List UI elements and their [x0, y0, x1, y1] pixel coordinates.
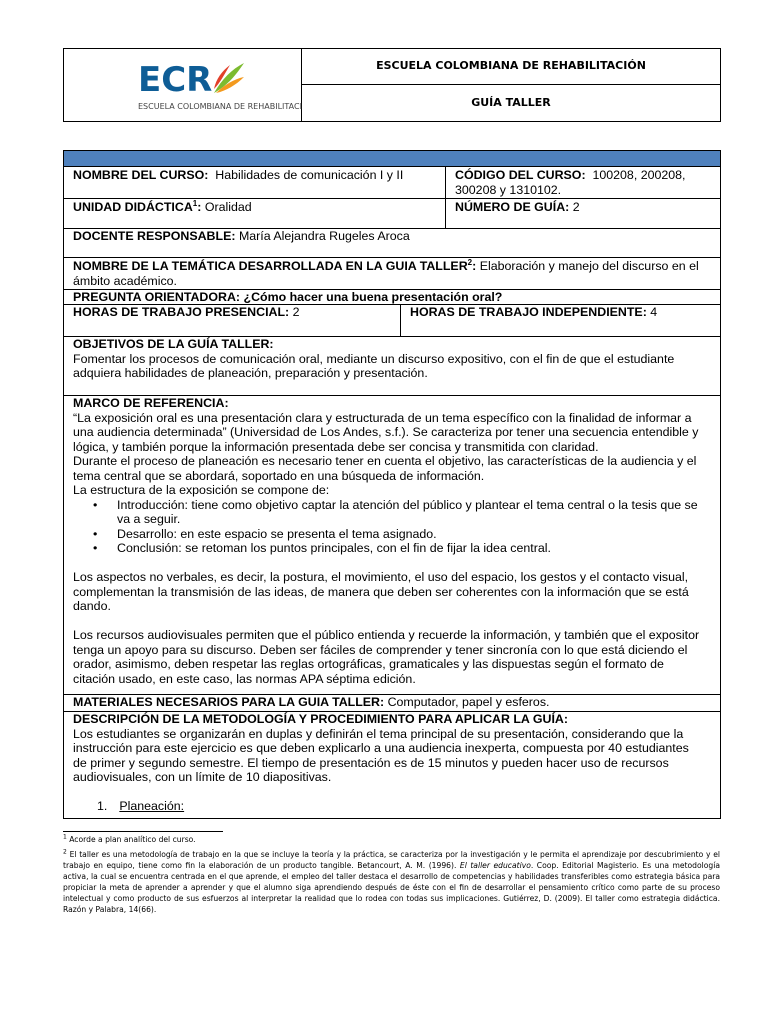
footnote-2-marker: 2: [63, 848, 67, 856]
framework-p4-line: complementan la transmisión de las ideas, de manera que deben ser coherentes con la información que se está: [73, 584, 689, 599]
list-item: • Desarrollo: en este espacio se presenta el tema asignado.: [73, 527, 711, 542]
framework-p5-line: Los recursos audiovisuales permiten que el público entienda y recuerde la información, y también que el expositor: [73, 628, 700, 642]
course-code-value-cont: 300208 y 1310102.: [455, 182, 562, 197]
unit-label: UNIDAD DIDÁCTICA$^1$:: [73, 200, 202, 214]
footnote-2: [63, 849, 720, 916]
footnote-1-marker: 1: [63, 833, 67, 841]
guide-number-value: 2: [572, 200, 580, 214]
framework-p1-line: una audiencia determinada” (Universidad de Los Andes, s.f.). Se caracteriza por tener una secuencia entendible y: [73, 425, 699, 439]
materials-cell: [64, 695, 720, 710]
header-doctype-row: [302, 85, 720, 121]
document-header: [63, 48, 721, 122]
unit-value: Oralidad: [204, 200, 252, 214]
unit-cell: [64, 200, 445, 215]
methodology-label: DESCRIPCIÓN DE LA METODOLOGÍA Y PROCEDIMIENTO PARA APLICAR LA GUÍA:: [73, 712, 568, 726]
framework-p4-line: Los aspectos no verbales, es decir, la postura, el movimiento, el uso del espacio, los gestos y el contacto visual,: [73, 570, 689, 584]
framework-label: MARCO DE REFERENCIA:: [73, 396, 229, 410]
ecr-logo-graphic: [64, 49, 302, 121]
framework-p2-line: Durante el proceso de planeación es necesario tener en cuenta el objetivo, las características de la audiencia y el: [73, 454, 697, 468]
hours-independent-value: 4: [650, 305, 658, 319]
guide-table: [63, 150, 721, 819]
question-value: ¿Cómo hacer una buena presentación oral?: [243, 290, 503, 304]
course-name-label: NOMBRE DEL CURSO:: [73, 168, 209, 182]
materials-label: MATERIALES NECESARIOS PARA LA GUIA TALLER:: [73, 695, 385, 709]
hours-presential-cell: [64, 305, 400, 320]
question-label: PREGUNTA ORIENTADORA:: [73, 290, 241, 304]
hours-presential-value: 2: [292, 305, 300, 319]
course-name-value: Habilidades de comunicación I y II: [215, 168, 404, 182]
methodology-line: Los estudiantes se organizarán en duplas y definirán el tema principal de su presentación, considerando que la: [73, 726, 684, 741]
teacher-value: María Alejandra Rugeles Aroca: [238, 229, 410, 243]
hours-independent-cell: [401, 305, 720, 320]
logo-wordmark: ECR: [138, 60, 213, 100]
methodology-line: de primer y segundo semestre. El tiempo de presentación es de 15 minutos y pueden hacer uso de recursos: [73, 755, 669, 770]
list-item: • Introducción: tiene como objetivo captar la atención del público y plantear el tema central o la tesis que se va a seguir.: [73, 498, 711, 527]
structure-list: [73, 498, 711, 556]
topic-value: Elaboración y manejo del discurso en el: [479, 259, 699, 273]
framework-p1-line: “La exposición oral es una presentación clara y estructurada de un tema específico con la finalidad de informar a: [73, 410, 692, 425]
guide-number-label: NÚMERO DE GUÍA:: [455, 200, 570, 214]
framework-cell: [64, 396, 720, 686]
teacher-label: DOCENTE RESPONSABLE:: [73, 229, 236, 243]
institution-name: ESCUELA COLOMBIANA DE REHABILITACIÓN: [376, 59, 646, 73]
document-type: GUÍA TALLER: [471, 95, 551, 109]
footnote-2-text-cont: . Coop. Editorial Magisterio. Es una metodología activa, la cual se encuentra centrada en el que aprende, el empleo del taller destaca el desarrollo de competencias y habilidades transferibles como estrategia básica para propiciar la meta de aprender a aprender y que el alumno siga aprendiendo después de éste con el fin de desarrollar el pensamiento crítico como parte de su proceso intelectual y como producto de sus esfuerzos al interpretar la realidad que lo rodea con todas sus implicaciones. Gutiérrez, D. (2009). El taller como estrategia didáctica. Razón y Palabra, 14(66).: [63, 861, 720, 915]
objectives-cell: [64, 337, 720, 381]
course-code-label: CÓDIGO DEL CURSO:: [455, 168, 586, 182]
course-name-cell: [64, 168, 445, 183]
objectives-text-cont: adquiera habilidades de planeación, preparación y presentación.: [73, 366, 428, 380]
framework-p5-line: orador, asimismo, deben respetar las reglas ortográficas, gramaticales y las dispuestas según el formato de: [73, 657, 664, 671]
objectives-text: Fomentar los procesos de comunicación oral, mediante un discurso expositivo, con el fin de que el estudiante: [73, 351, 675, 366]
table-header-band: [64, 151, 720, 167]
step-label: Planeación:: [119, 799, 185, 813]
topic-label: NOMBRE DE LA TEMÁTICA DESARROLLADA EN LA GUIA TALLER$^2$:: [73, 259, 477, 273]
topic-cell: [64, 259, 720, 288]
framework-p3: La estructura de la exposición se compone de:: [73, 483, 330, 497]
methodology-line: instrucción para este ejercicio es que deben explicarlo a una audiencia inexperta, compuesta por 40 estudiantes: [73, 741, 689, 755]
framework-p2-line: tema central que se abordará, soportado en una búsqueda de información.: [73, 468, 485, 483]
step-planeacion: [73, 799, 711, 814]
guide-number-cell: [446, 200, 720, 215]
framework-p5-line: citación usado, en este caso, las normas APA séptima edición.: [73, 671, 416, 686]
framework-p1-line: lógica, y también porque la información presentada debe ser concisa y transmitida con claridad.: [73, 439, 599, 454]
hours-independent-label: HORAS DE TRABAJO INDEPENDIENTE:: [410, 305, 647, 319]
topic-value-cont: ámbito académico.: [73, 273, 177, 288]
footnote-1-text: Acorde a plan analítico del curso.: [69, 835, 196, 844]
materials-value: Computador, papel y esferos.: [387, 695, 550, 709]
question-cell: [64, 290, 720, 305]
header-institution-row: [302, 49, 720, 85]
footnote-2-text: El taller es una metodología de trabajo en la que se incluye la teoría y la práctica, se caracteriza por la investigación y le permita el aprendizaje por descubrimiento y el trabajo en equipo, tiene como fin la elaboración de un producto tangible. Betancourt, A. M. (1996).: [63, 850, 720, 871]
list-item: • Conclusión: se retoman los puntos principales, con el fin de fijar la idea central.: [73, 541, 711, 556]
ecr-logo: [64, 49, 302, 121]
framework-p4-line: dando.: [73, 599, 111, 613]
footnote-2-book-title: El taller educativo: [459, 861, 531, 871]
step-number: 1.: [97, 799, 108, 813]
footnote-1: [63, 834, 720, 845]
hours-presential-label: HORAS DE TRABAJO PRESENCIAL:: [73, 305, 290, 319]
methodology-line: audiovisuales, con un límite de 10 diapositivas.: [73, 770, 332, 784]
objectives-label: OBJETIVOS DE LA GUÍA TALLER:: [73, 337, 274, 351]
logo-tagline: ESCUELA COLOMBIANA DE REHABILITACIÓN: [138, 102, 302, 111]
teacher-cell: [64, 229, 720, 244]
course-code-cell: [446, 168, 720, 197]
footnote-separator: [63, 831, 223, 832]
methodology-cell: [64, 712, 720, 814]
framework-p5-line: tenga un apoyo para su discurso. Deben ser fáciles de comprender y tener sincronía con lo que está diciendo el: [73, 642, 688, 657]
course-code-value: 100208, 200208,: [592, 168, 686, 182]
